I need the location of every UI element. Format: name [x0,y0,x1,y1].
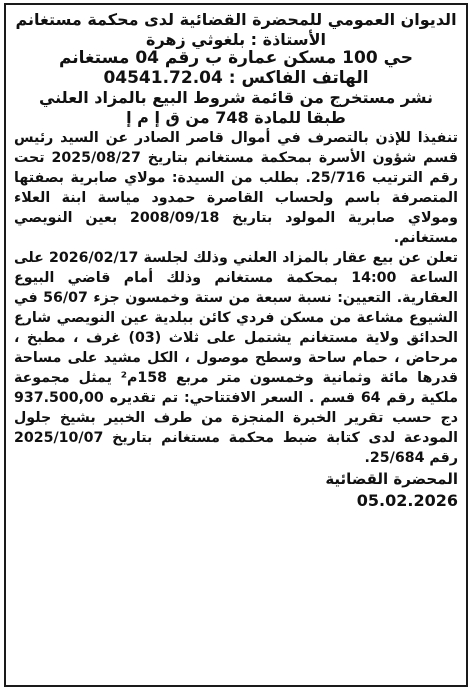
notice-date: 05.02.2026 [356,491,458,510]
authorization-paragraph: تنفيذا للإذن بالتصرف في أموال قاصر الصادر عن السيد رئيس قسم شؤون الأسرة بمحكمة مستغانم بتاريخ 2025/08/27 تحت رقم الترتيب 25/716. بطلب من السيدة: مولاي صابرية بصفتها المتصرفة باسم ولحساب القاصرة حمدود مياسة ابنة العلاء ومولاي صابرية المولود بتاريخ 2008/09/18 بعين النويصي مستغانم. [14,130,458,246]
notice-body [14,128,458,468]
notice-title: نشر مستخرج من قائمة شروط البيع بالمزاد العلني [38,88,434,107]
notice-footer [14,469,458,512]
notice-header [14,10,458,127]
fax-number: الهاتف الفاكس : 04541.72.04 [103,67,369,88]
office-name: الديوان العمومي للمحضرة القضائية لدى محكمة مستغانم [15,10,457,29]
office-address: حي 100 مسكن عمارة ب رقم 04 مستغانم [58,48,414,68]
sale-details-paragraph: تعلن عن بيع عقار بالمزاد العلني وذلك لجلسة 2026/02/17 على الساعة 14:00 بمحكمة مستغانم وذلك أمام قاضي البيوع العقارية. التعيين: نسبة سبعة من ستة وخمسون جزء 56/07 في الشيوع مشاعة من مسكن فردي كائن ببلدية عين النويصي شارع الحدائق ولاية مستغانم يشتمل على ثلاث (03) غرف ، مطبخ ، مرحاض ، حمام ساحة وسطح موصول ، الكل مشيد على مساحة قدرها مائة وثمانية وخمسون متر مربع 158م² يمثل مجموعة ملكية رقم 64 قسم . السعر الافتتاحي: تم تقديره 937.500,00 دج حسب تقرير الخبرة المنجزة من طرف الخبير بشيخ جلول المودعة لدى كتابة ضبط محكمة مستغانم بتاريخ 2025/10/07 رقم 25/684. [14,250,459,466]
legal-notice [4,3,468,687]
legal-basis: طبقا للمادة 748 من ق إ م إ [126,107,346,127]
signature-title: المحضرة القضائية [325,470,458,488]
bailiff-name: الأستاذة : بلغوثي زهرة [146,29,326,49]
